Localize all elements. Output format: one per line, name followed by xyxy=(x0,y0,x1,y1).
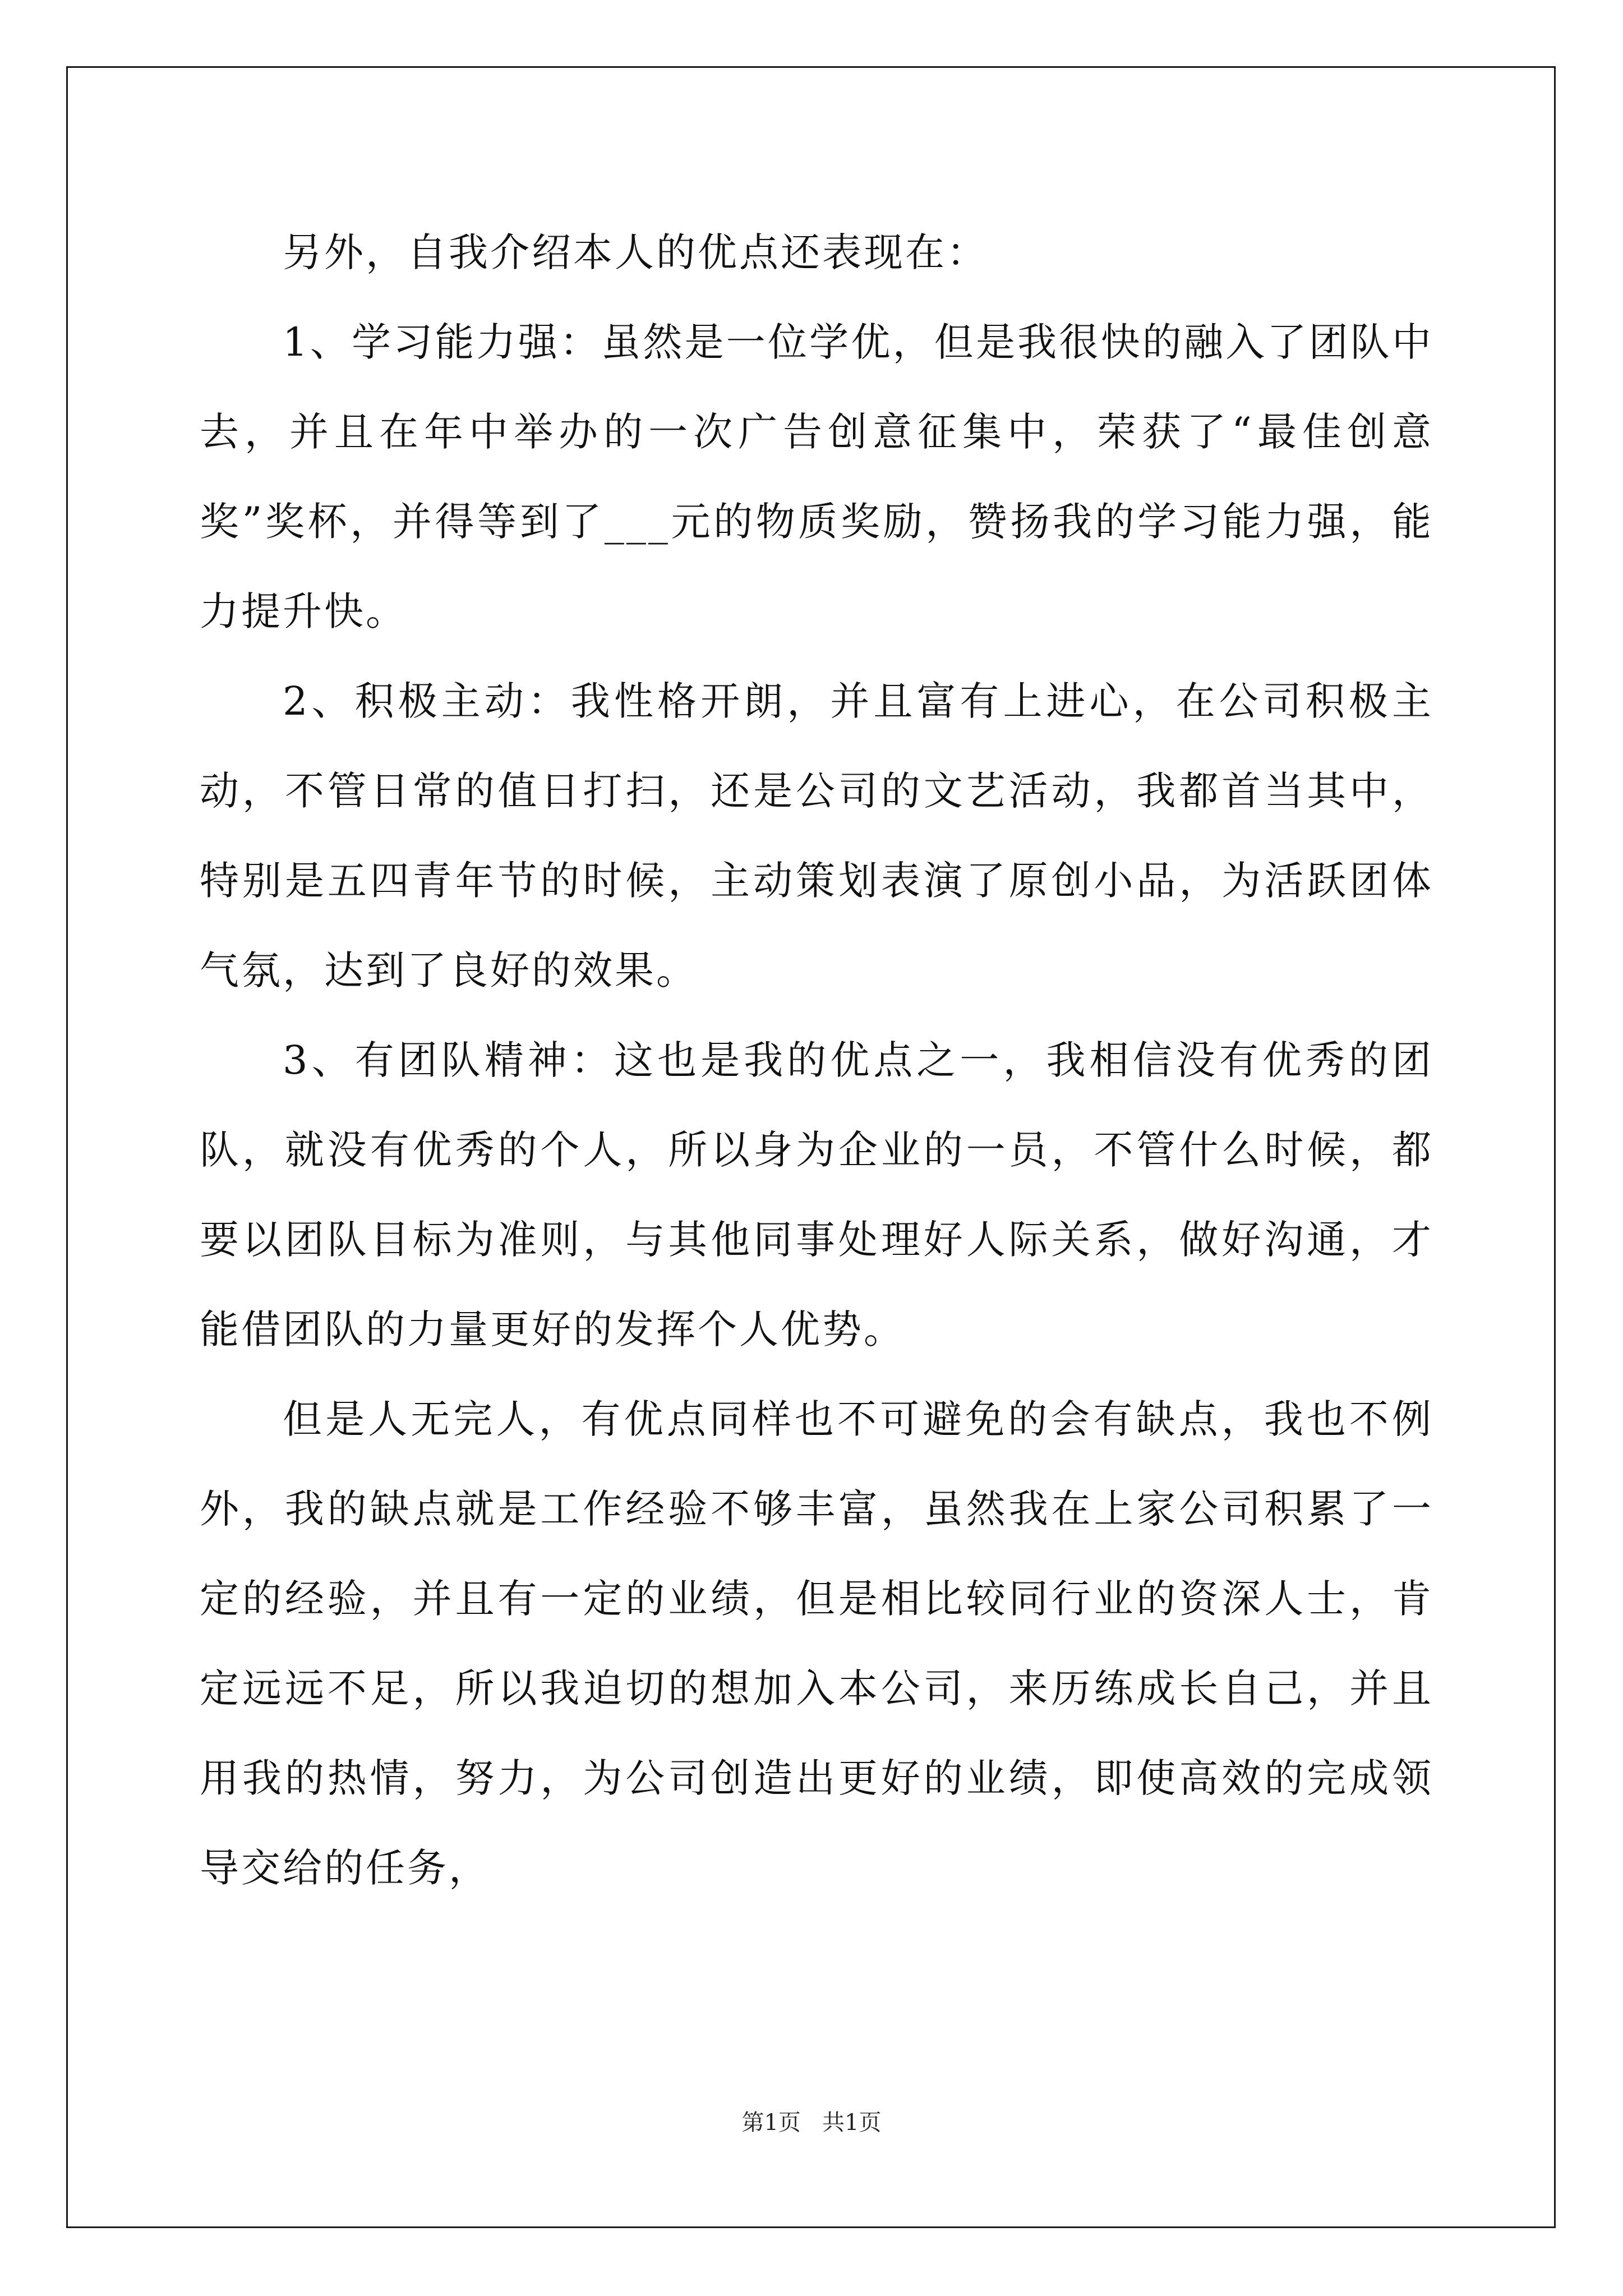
paragraph-proactive: 2、积极主动：我性格开朗，并且富有上进心，在公司积极主动，不管日常的值日打扫，还是公司的文艺活动，我都首当其中，特别是五四青年节的时候，主动策划表演了原创小品，为活跃团体气氛，达到了良好的效果。 xyxy=(200,678,1433,993)
paragraph-shortcomings: 但是人无完人，有优点同样也不可避免的会有缺点，我也不例外，我的缺点就是工作经验不够丰富，虽然我在上家公司积累了一定的经验，并且有一定的业绩，但是相比较同行业的资深人士，肯定远远不足，所以我迫切的想加入本公司，来历练成长自己，并且用我的热情，努力，为公司创造出更好的业绩，即使高效的完成领导交给的任务， xyxy=(200,1396,1433,1891)
document-body xyxy=(200,208,1433,1913)
paragraph-learning-ability: 1、学习能力强：虽然是一位学优，但是我很快的融入了团队中去，并且在年中举办的一次广告创意征集中，荣获了“最佳创意奖”奖杯，并得等到了___元的物质奖励，赞扬我的学习能力强，能力提升快。 xyxy=(200,319,1433,634)
page-footer: 第1页 共1页 xyxy=(741,2110,882,2136)
paragraph-team-spirit: 3、有团队精神：这也是我的优点之一，我相信没有优秀的团队，就没有优秀的个人，所以身为企业的一员，不管什么时候，都要以团队目标为准则，与其他同事处理好人际关系，做好沟通，才能借团队的力量更好的发挥个人优势。 xyxy=(200,1037,1433,1352)
paragraph-intro: 另外，自我介绍本人的优点还表现在： xyxy=(283,229,988,275)
